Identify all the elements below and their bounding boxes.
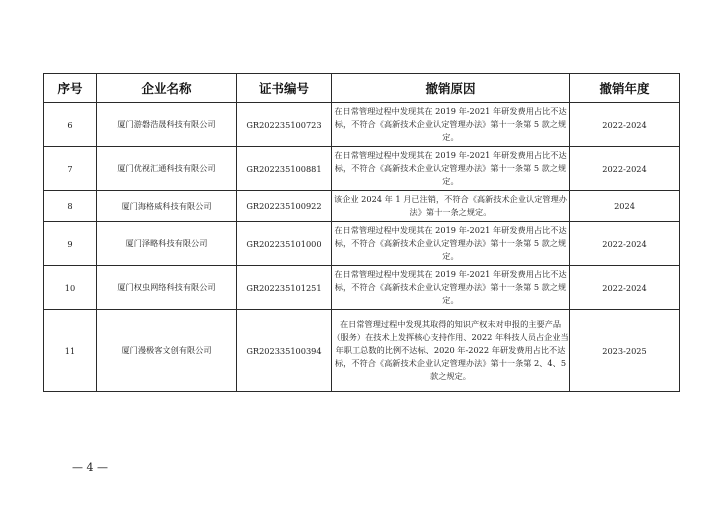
cell-company: 厦门游磐浩晟科技有限公司 (97, 103, 237, 147)
cell-reason: 在日常管理过程中发现其取得的知识产权未对申报的主要产品（服务）在技术上发挥核心支持作用、2022 年科技人员占企业当年职工总数的比例不达标、2020 年-2022 年研发费用占比不达标，不符合《高新技术企业认定管理办法》第十一条第 2、4、5 款之规定。 (332, 310, 570, 392)
cell-seq: 8 (44, 191, 97, 222)
revocation-table (43, 73, 680, 392)
cell-reason: 在日常管理过程中发现其在 2019 年-2021 年研发费用占比不达标，不符合《高新技术企业认定管理办法》第十一条第 5 款之规定。 (332, 222, 570, 266)
cell-year: 2022-2024 (570, 266, 680, 310)
cell-company: 厦门优视汇通科技有限公司 (97, 147, 237, 191)
cell-seq: 11 (44, 310, 97, 392)
cell-company: 厦门海格威科技有限公司 (97, 191, 237, 222)
cell-year: 2022-2024 (570, 103, 680, 147)
cell-year: 2022-2024 (570, 222, 680, 266)
cell-year: 2022-2024 (570, 147, 680, 191)
cell-seq: 6 (44, 103, 97, 147)
header-reason: 撤销原因 (332, 74, 570, 103)
cell-cert: GR202335100394 (237, 310, 332, 392)
cell-reason: 该企业 2024 年 1 月已注销，不符合《高新技术企业认定管理办法》第十一条之规定。 (332, 191, 570, 222)
cell-reason: 在日常管理过程中发现其在 2019 年-2021 年研发费用占比不达标，不符合《高新技术企业认定管理办法》第十一条第 5 款之规定。 (332, 266, 570, 310)
table-row (44, 147, 680, 191)
cell-year: 2023-2025 (570, 310, 680, 392)
cell-cert: GR202235101251 (237, 266, 332, 310)
table-row (44, 103, 680, 147)
table-row (44, 266, 680, 310)
header-company: 企业名称 (97, 74, 237, 103)
cell-cert: GR202235100881 (237, 147, 332, 191)
table-row (44, 310, 680, 392)
cell-seq: 10 (44, 266, 97, 310)
cell-cert: GR202235101000 (237, 222, 332, 266)
page-number: — 4 — (72, 461, 108, 474)
table-row (44, 191, 680, 222)
cell-seq: 7 (44, 147, 97, 191)
cell-company: 厦门泽略科技有限公司 (97, 222, 237, 266)
table-header-row (44, 74, 680, 103)
cell-cert: GR202235100723 (237, 103, 332, 147)
cell-reason: 在日常管理过程中发现其在 2019 年-2021 年研发费用占比不达标，不符合《高新技术企业认定管理办法》第十一条第 5 款之规定。 (332, 103, 570, 147)
cell-company: 厦门漫极客文创有限公司 (97, 310, 237, 392)
cell-seq: 9 (44, 222, 97, 266)
header-year: 撤销年度 (570, 74, 680, 103)
cell-company: 厦门权虫网络科技有限公司 (97, 266, 237, 310)
cell-year: 2024 (570, 191, 680, 222)
cell-cert: GR202235100922 (237, 191, 332, 222)
cell-reason: 在日常管理过程中发现其在 2019 年-2021 年研发费用占比不达标，不符合《高新技术企业认定管理办法》第十一条第 5 款之规定。 (332, 147, 570, 191)
header-cert: 证书编号 (237, 74, 332, 103)
table-row (44, 222, 680, 266)
header-seq: 序号 (44, 74, 97, 103)
